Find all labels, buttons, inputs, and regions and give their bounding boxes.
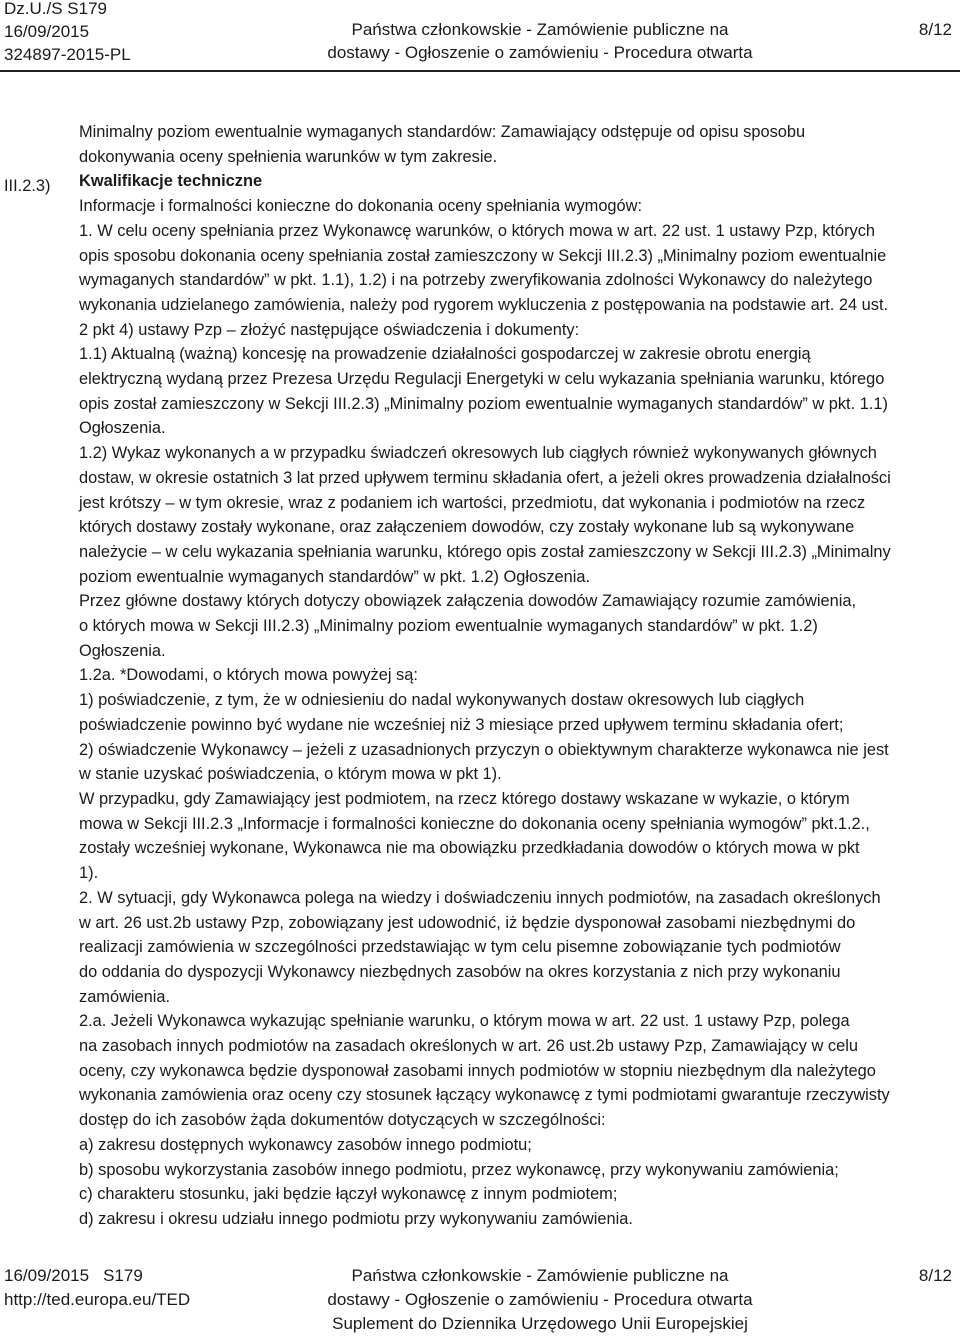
notice-number: 324897-2015-PL: [4, 45, 131, 64]
body-line: W przypadku, gdy Zamawiający jest podmiotem, na rzecz którego dostawy wskazane w wykazie, o którym: [79, 789, 850, 808]
footer-title-line-3: Suplement do Dziennika Urzędowego Unii Europejskiej: [332, 1314, 748, 1333]
body-line: 1.1) Aktualną (ważną) koncesję na prowadzenie działalności gospodarczej w zakresie obrotu energią: [79, 345, 811, 364]
header-title: [240, 18, 840, 64]
header-title-line-2: dostawy - Ogłoszenie o zamówieniu - Procedura otwarta: [327, 43, 753, 62]
section-content: [79, 194, 959, 1232]
body-line: należycie – w celu wykazania spełniania warunku, którego opis został zamieszczony w Sekcji III.2.3) „Minimalny: [79, 542, 891, 561]
body-line: a) zakresu dostępnych wykonawcy zasobów innego podmiotu;: [79, 1135, 532, 1154]
header-left: [4, 0, 131, 66]
footer-left: [4, 1264, 190, 1312]
body-line: elektryczną wydaną przez Prezesa Urzędu Regulacji Energetyki w celu wykazania spełniania warunku, którego: [79, 370, 885, 389]
body-line: Minimalny poziom ewentualnie wymaganych standardów: Zamawiający odstępuje od opisu sposobu: [79, 123, 806, 141]
body-line: Informacje i formalności konieczne do dokonania oceny spełniania wymogów:: [79, 197, 643, 216]
footer-url[interactable]: http://ted.europa.eu/TED: [4, 1290, 191, 1309]
body-line: d) zakresu i okresu udziału innego podmiotu przy wykonywaniu zamówienia.: [79, 1209, 633, 1228]
body-line: Ogłoszenia.: [79, 419, 166, 438]
body-line: poświadczenie powinno być wydane nie wcześniej niż 3 miesiące przed upływem terminu składania ofert;: [79, 715, 844, 734]
body-line: mowa w Sekcji III.2.3 „Informacje i formalności konieczne do dokonania oceny spełniania wymogów” pkt.1.2.,: [79, 814, 870, 833]
body-line: w art. 26 ust.2b ustawy Pzp, zobowiązany jest udowodnić, iż będzie dysponował zasobami niezbędnymi do: [79, 913, 856, 932]
journal-ref: Dz.U./S S179: [4, 0, 107, 18]
body-line: zamówienia.: [79, 987, 171, 1006]
section-number: III.2.3): [4, 177, 51, 195]
body-line: jest krótszy – w tym okresie, wraz z podaniem ich wartości, przedmiotu, dat wykonania i podmiotów na rzecz: [79, 493, 866, 512]
footer-page-number: 8/12: [918, 1266, 952, 1285]
section-title: Kwalifikacje techniczne: [79, 172, 263, 191]
header-date: 16/09/2015: [4, 22, 90, 41]
body-line: dokonywania oceny spełnienia warunków w tym zakresie.: [79, 147, 498, 166]
footer-issue: S179: [103, 1266, 143, 1285]
body-line: o których mowa w Sekcji III.2.3) „Minimalny poziom ewentualnie wymaganych standardów” w pkt. 1.2): [79, 617, 818, 636]
footer-title-line-1: Państwa członkowskie - Zamówienie publiczne na: [351, 1266, 729, 1285]
body-line: w stanie uzyskać poświadczenia, o którym mowa w pkt 1).: [79, 765, 502, 784]
body-line: oceny, czy wykonawca będzie dysponował zasobami innych podmiotów w stopniu niezbędnym dla należytego: [79, 1061, 876, 1080]
body-line: dostaw, w okresie ostatnich 3 lat przed upływem terminu składania ofert, a jeżeli okres prowadzenia działalności: [79, 468, 891, 487]
body-line: 1.2) Wykaz wykonanych a w przypadku świadczeń okresowych lub ciągłych również wykonywanych głównych: [79, 444, 877, 463]
body-line: c) charakteru stosunku, jaki będzie łączył wykonawcę z innym podmiotem;: [79, 1185, 618, 1204]
footer-title-line-2: dostawy - Ogłoszenie o zamówieniu - Procedura otwarta: [327, 1290, 753, 1309]
footer-date: 16/09/2015: [4, 1266, 90, 1285]
body-line: których dostawy zostały wykonane, oraz załączeniem dowodów, czy zostały wykonane lub są wykonywane: [79, 518, 855, 537]
body-line: wymaganych standardów” w pkt. 1.1), 1.2) i na potrzeby zweryfikowania zdolności Wykonawcy do należytego: [79, 271, 873, 290]
body-line: 1. W celu oceny spełniania przez Wykonawcę warunków, o których mowa w art. 22 ust. 1 ustawy Pzp, których: [79, 221, 876, 240]
body-line: Ogłoszenia.: [79, 641, 166, 660]
body-line: 1.2a. *Dowodami, o których mowa powyżej są:: [79, 666, 418, 685]
header-divider: [0, 70, 960, 72]
section-body: [79, 120, 959, 1232]
body-line: 1) poświadczenie, z tym, że w odniesieniu do nadal wykonywanych dostaw okresowych lub ciągłych: [79, 691, 805, 710]
body-line: opis został zamieszczony w Sekcji III.2.3) „Minimalny poziom ewentualnie wymaganych standardów” w pkt. 1.1): [79, 394, 888, 413]
body-line: do oddania do dyspozycji Wykonawcy niezbędnych zasobów na okres korzystania z nich przy wykonaniu: [79, 962, 841, 981]
body-line: realizacji zamówienia w szczególności przedstawiając w tym celu pisemne zobowiązanie tych podmiotów: [79, 938, 841, 957]
body-line: wykonania udzielanego zamówienia, należy pod rygorem wykluczenia z postępowania na podstawie art. 24 ust.: [79, 295, 889, 314]
body-line: b) sposobu wykorzystania zasobów innego podmiotu, przez wykonawcę, przy wykonywaniu zamówienia;: [79, 1160, 839, 1179]
body-line: 2. W sytuacji, gdy Wykonawca polega na wiedzy i doświadczeniu innych podmiotów, na zasadach określonych: [79, 888, 881, 907]
body-line: 1).: [79, 864, 99, 883]
body-line: dostęp do ich zasobów żąda dokumentów dotyczących w szczególności:: [79, 1111, 606, 1130]
body-line: 2) oświadczenie Wykonawcy – jeżeli z uzasadnionych przyczyn o obiektywnym charakterze wykonawca nie jest: [79, 740, 889, 759]
body-line: Przez główne dostawy których dotyczy obowiązek załączenia dowodów Zamawiający rozumie zamówienia,: [79, 592, 857, 611]
body-line: wykonania zamówienia oraz oceny czy stosunek łączący wykonawcę z tymi podmiotami gwarantuje rzeczywisty: [79, 1086, 890, 1105]
body-line: 2.a. Jeżeli Wykonawca wykazując spełnianie warunku, o którym mowa w art. 22 ust. 1 ustawy Pzp, polega: [79, 1012, 850, 1031]
body-line: na zasobach innych podmiotów na zasadach określonych w art. 26 ust.2b ustawy Pzp, Zamawiający w celu: [79, 1037, 858, 1056]
footer-title: [240, 1264, 840, 1336]
body-line: zostały wcześniej wykonane, Wykonawca nie ma obowiązku przedkładania dowodów o których mowa w pkt: [79, 839, 860, 858]
body-line: opis sposobu dokonania oceny spełniania został zamieszczony w Sekcji III.2.3) „Minimalny poziom ewentualnie: [79, 246, 887, 265]
body-line: poziom ewentualnie wymaganych standardów” w pkt. 1.2) Ogłoszenia.: [79, 567, 591, 586]
header-page-number: 8/12: [918, 20, 952, 39]
header-title-line-1: Państwa członkowskie - Zamówienie publiczne na: [351, 20, 729, 39]
body-line: 2 pkt 4) ustawy Pzp – złożyć następujące oświadczenia i dokumenty:: [79, 320, 580, 339]
